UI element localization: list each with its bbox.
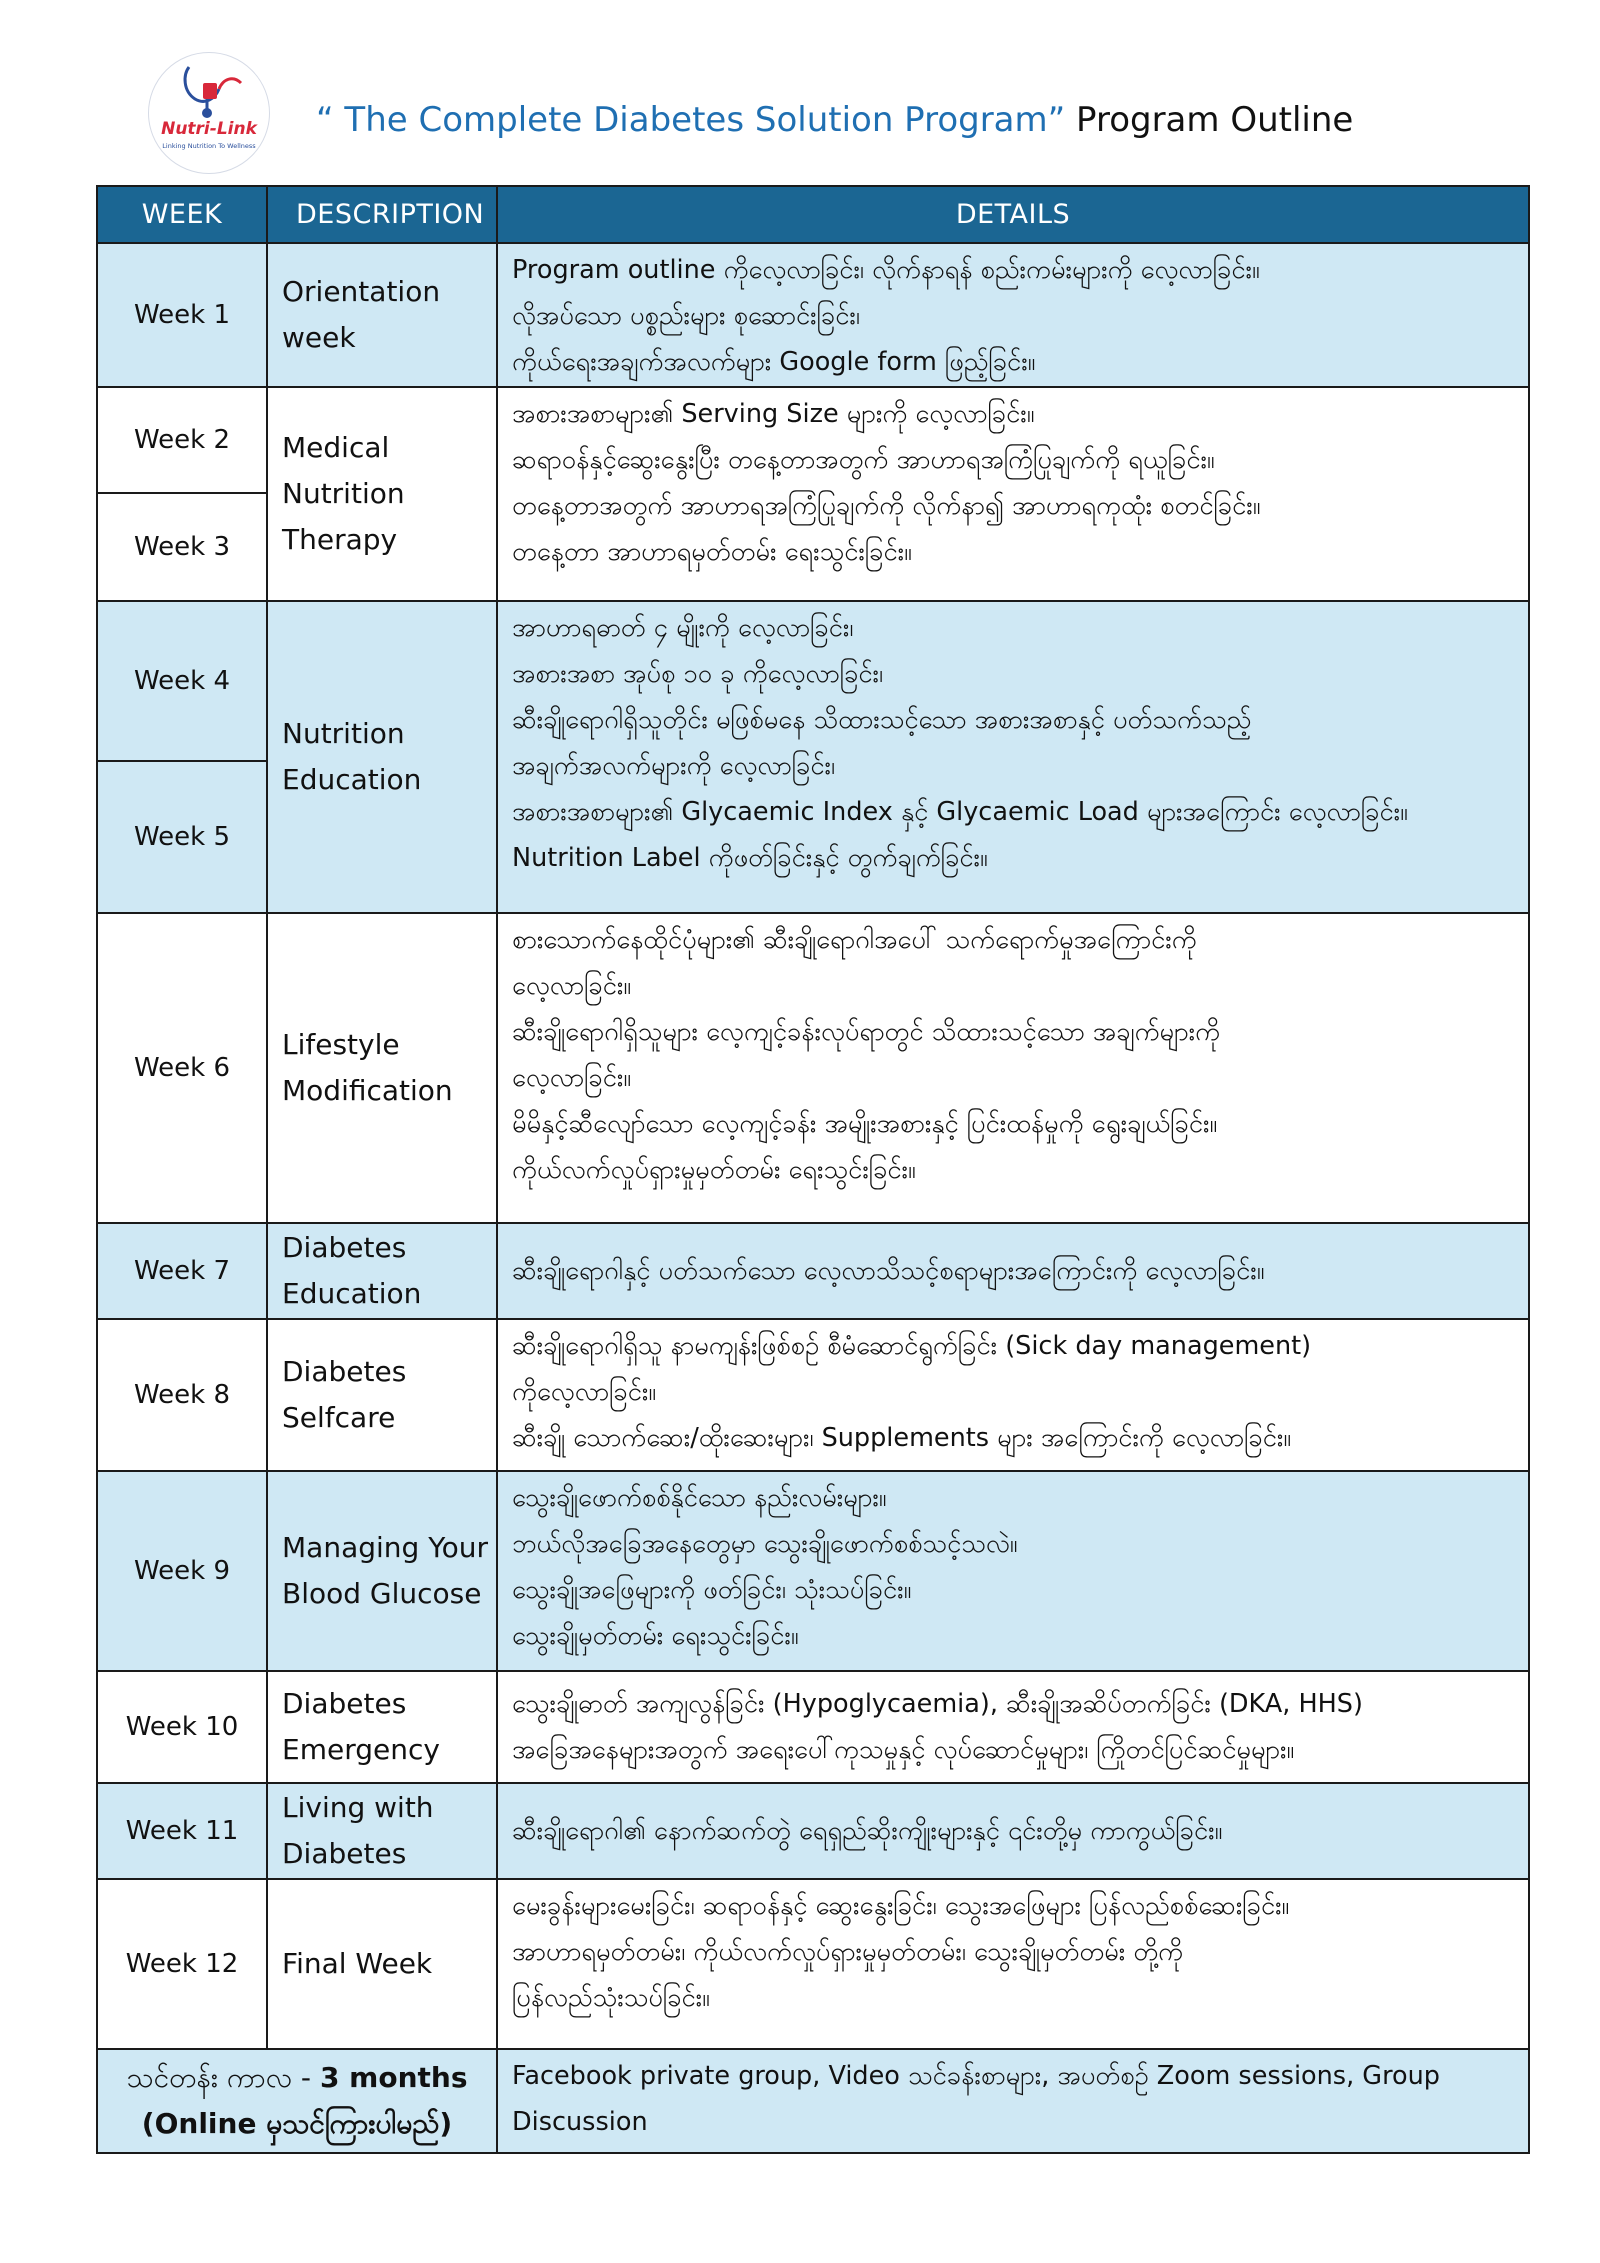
table-row xyxy=(97,1223,1529,1319)
details-line: သွေးချိုဖောက်စစ်နိုင်သော နည်းလမ်းများ။ xyxy=(512,1483,887,1513)
details-line: စားသောက်နေထိုင်ပုံများ၏ ဆီးချိုရောဂါအပေါ် သက်ရောက်မှုအကြောင်းကို xyxy=(512,925,1197,955)
description-cell xyxy=(267,601,497,913)
details-line: ကိုယ်လက်လှုပ်ရှားမှုမှတ်တမ်း ရေးသွင်းခြင်း။ xyxy=(512,1155,916,1185)
table-row xyxy=(97,1879,1529,2049)
table-row xyxy=(97,387,1529,493)
details-line: Program outline ကိုလေ့လာခြင်း၊ လိုက်နာရန် စည်းကမ်းများကို လေ့လာခြင်း။ xyxy=(512,255,1260,285)
header-description: DESCRIPTION xyxy=(267,186,497,243)
week-cell: Week 12 xyxy=(97,1879,267,2049)
description-cell xyxy=(267,1879,497,2049)
description-cell xyxy=(267,243,497,387)
details-line: ဆီးချိုရောဂါနှင့် ပတ်သက်သော လေ့လာသိသင့်စရာများအကြောင်းကို လေ့လာခြင်း။ xyxy=(512,1255,1265,1286)
description-line: Managing Your xyxy=(282,1531,488,1564)
table-body xyxy=(97,243,1529,2153)
table-row xyxy=(97,1783,1529,1879)
duration-cell xyxy=(97,2049,497,2153)
table-row xyxy=(97,1671,1529,1783)
details-line: အာဟာရဓာတ် ၄ မျိုးကို လေ့လာခြင်း၊ xyxy=(512,613,854,643)
description-line: Education xyxy=(282,763,422,796)
details-line: တနေ့တာ အာဟာရမှတ်တမ်း ရေးသွင်းခြင်း။ xyxy=(512,537,912,567)
description-line: Nutrition xyxy=(282,477,405,510)
description-line: Medical xyxy=(282,431,390,464)
details-line: လေ့လာခြင်း။ xyxy=(512,971,632,1001)
description-cell xyxy=(267,1671,497,1783)
description-cell xyxy=(267,1471,497,1671)
description-cell xyxy=(267,1319,497,1471)
details-line: သွေးချိုမှတ်တမ်း ရေးသွင်းခြင်း။ xyxy=(512,1621,799,1651)
header-details: DETAILS xyxy=(497,186,1529,243)
details-line: ဆီးချို သောက်ဆေး/ထိုးဆေးများ၊ Supplements များ အကြောင်းကို လေ့လာခြင်း။ xyxy=(512,1423,1292,1453)
details-line: အစားအစာ အုပ်စု ၁၀ ခု ကိုလေ့လာခြင်း၊ xyxy=(512,659,884,689)
details-line: အစားအစာများ၏ Glycaemic Index နှင့် Glycaemic Load များအကြောင်း လေ့လာခြင်း။ xyxy=(512,797,1408,827)
details-cell xyxy=(497,1471,1529,1671)
week-cell: Week 5 xyxy=(97,761,267,913)
table-row xyxy=(97,913,1529,1223)
week-cell: Week 2 xyxy=(97,387,267,493)
details-line: လိုအပ်သော ပစ္စည်းများ စုဆောင်းခြင်း၊ xyxy=(512,301,860,331)
description-line: Orientation xyxy=(282,275,441,308)
details-line: ပြန်လည်သုံးသပ်ခြင်း။ xyxy=(512,1983,710,2013)
description-cell xyxy=(267,387,497,601)
details-line: ဆီးချိုရောဂါရှိသူများ လေ့ကျင့်ခန်းလုပ်ရာတွင် သိထားသင့်သော အချက်များကို xyxy=(512,1017,1221,1047)
details-line: ကိုလေ့လာခြင်း။ xyxy=(512,1377,657,1407)
description-line: Selfcare xyxy=(282,1401,396,1434)
details-line: ကိုယ်ရေးအချက်အလက်များ Google form ဖြည့်ခြင်း။ xyxy=(512,347,1036,377)
description-cell xyxy=(267,1783,497,1879)
header-row xyxy=(97,186,1529,243)
description-line: Nutrition xyxy=(282,717,405,750)
table-row xyxy=(97,243,1529,387)
details-line: တနေ့တာအတွက် အာဟာရအကြံပြုချက်ကို လိုက်နာ၍ အာဟာရကုထုံး စတင်ခြင်း။ xyxy=(512,491,1261,521)
week-cell: Week 6 xyxy=(97,913,267,1223)
description-cell xyxy=(267,913,497,1223)
stethoscope-icon xyxy=(149,53,269,173)
table-row xyxy=(97,601,1529,761)
program-name: “ The Complete Diabetes Solution Program” xyxy=(316,100,1066,140)
title-suffix: Program Outline xyxy=(1065,100,1354,140)
table-row xyxy=(97,1319,1529,1471)
week-cell: Week 3 xyxy=(97,493,267,601)
page-title xyxy=(316,100,1353,140)
details-line: ဆီးချိုရောဂါရှိသူတိုင်း မဖြစ်မနေ သိထားသင့်သော အစားအစာနှင့် ပတ်သက်သည့် xyxy=(512,705,1252,735)
program-outline-table xyxy=(96,185,1530,2154)
week-cell: Week 8 xyxy=(97,1319,267,1471)
details-line: အချက်အလက်များကို လေ့လာခြင်း၊ xyxy=(512,751,836,781)
week-cell: Week 1 xyxy=(97,243,267,387)
details-cell xyxy=(497,1223,1529,1319)
duration-line xyxy=(99,2055,495,2101)
description-line: Living with xyxy=(282,1791,434,1824)
details-line: သွေးချိုအဖြေများကို ဖတ်ခြင်း၊ သုံးသပ်ခြင်း။ xyxy=(512,1575,912,1605)
header-week: WEEK xyxy=(97,186,267,243)
week-cell: Week 7 xyxy=(97,1223,267,1319)
details-cell xyxy=(497,1319,1529,1471)
logo xyxy=(148,52,270,174)
logo-name: Nutri-Link xyxy=(161,119,257,139)
details-cell xyxy=(497,387,1529,601)
description-line: Emergency xyxy=(282,1733,440,1766)
details-line: သွေးချိုဓာတ် အကျလွန်ခြင်း (Hypoglycaemia), ဆီးချိုအဆိပ်တက်ခြင်း (DKA, HHS) xyxy=(512,1688,1363,1719)
week-cell: Week 9 xyxy=(97,1471,267,1671)
details-cell xyxy=(497,243,1529,387)
week-cell: Week 10 xyxy=(97,1671,267,1783)
details-cell xyxy=(497,1879,1529,2049)
description-line: Lifestyle xyxy=(282,1028,400,1061)
table-row xyxy=(97,1471,1529,1671)
details-line: Nutrition Label ကိုဖတ်ခြင်းနှင့် တွက်ချက်ခြင်း။ xyxy=(512,843,988,873)
details-cell xyxy=(497,1671,1529,1783)
details-line: အစားအစာများ၏ Serving Size များကို လေ့လာခြင်း။ xyxy=(512,399,1035,429)
description-line: Final Week xyxy=(282,1947,433,1980)
details-line: အာဟာရမှတ်တမ်း၊ ကိုယ်လက်လှုပ်ရှားမှုမှတ်တမ်း၊ သွေးချိုမှတ်တမ်း တို့ကို xyxy=(512,1937,1184,1967)
description-line: Therapy xyxy=(282,523,398,556)
details-cell xyxy=(497,1783,1529,1879)
details-line: Facebook private group, Video သင်ခန်းစာများ, အပတ်စဉ် Zoom sessions, Group xyxy=(512,2061,1440,2091)
week-cell: Week 4 xyxy=(97,601,267,761)
duration-value: 3 months xyxy=(319,2061,468,2094)
description-line: Education xyxy=(282,1277,422,1310)
description-line: Blood Glucose xyxy=(282,1577,482,1610)
week-cell: Week 11 xyxy=(97,1783,267,1879)
details-line: ဘယ်လိုအခြေအနေတွေမှာ သွေးချိုဖောက်စစ်သင့်သလဲ။ xyxy=(512,1529,1018,1559)
details-line: ဆီးချိုရောဂါ၏ နောက်ဆက်တွဲ ရေရှည်ဆိုးကျိုးများနှင့် ၎င်းတို့မှ ကာကွယ်ခြင်း။ xyxy=(512,1815,1223,1846)
details-cell xyxy=(497,913,1529,1223)
details-line: Discussion xyxy=(512,2107,648,2137)
online-note: (Online မှသင်ကြားပါမည်) xyxy=(141,2107,453,2140)
description-cell xyxy=(267,1223,497,1319)
delivery-details-cell xyxy=(497,2049,1529,2153)
details-line: ဆီးချိုရောဂါရှိသူ နာမကျန်းဖြစ်စဉ် စီမံဆောင်ရွက်ခြင်း (Sick day management) xyxy=(512,1331,1312,1361)
description-line: Diabetes xyxy=(282,1837,407,1870)
details-line: အခြေအနေများအတွက် အရေးပေါ်ကုသမှုနှင့် လုပ်ဆောင်မှုများ၊ ကြိုတင်ပြင်ဆင်မှုများ။ xyxy=(512,1734,1295,1765)
details-line: လေ့လာခြင်း။ xyxy=(512,1063,632,1093)
description-line: Diabetes xyxy=(282,1231,407,1264)
details-line: ဆရာဝန်နှင့်ဆွေးနွေးပြီး တနေ့တာအတွက် အာဟာရအကြံပြုချက်ကို ရယူခြင်း။ xyxy=(512,445,1215,475)
footer-row xyxy=(97,2049,1529,2153)
logo-tagline: Linking Nutrition To Wellness xyxy=(162,142,256,150)
details-cell xyxy=(497,601,1529,913)
duration-prefix: သင်တန်း ကာလ - xyxy=(126,2061,320,2094)
description-line: Diabetes xyxy=(282,1687,407,1720)
description-line: week xyxy=(282,321,356,354)
description-line: Diabetes xyxy=(282,1355,407,1388)
details-line: မေးခွန်းများမေးခြင်း၊ ဆရာဝန်နှင့် ဆွေးနွေးခြင်း၊ သွေးအဖြေများ ပြန်လည်စစ်ဆေးခြင်း။ xyxy=(512,1891,1290,1921)
details-line: မိမိနှင့်ဆီလျော်သော လေ့ကျင့်ခန်း အမျိုးအစားနှင့် ပြင်းထန်မှုကို ရွေးချယ်ခြင်း။ xyxy=(512,1109,1218,1139)
description-line: Modification xyxy=(282,1074,453,1107)
